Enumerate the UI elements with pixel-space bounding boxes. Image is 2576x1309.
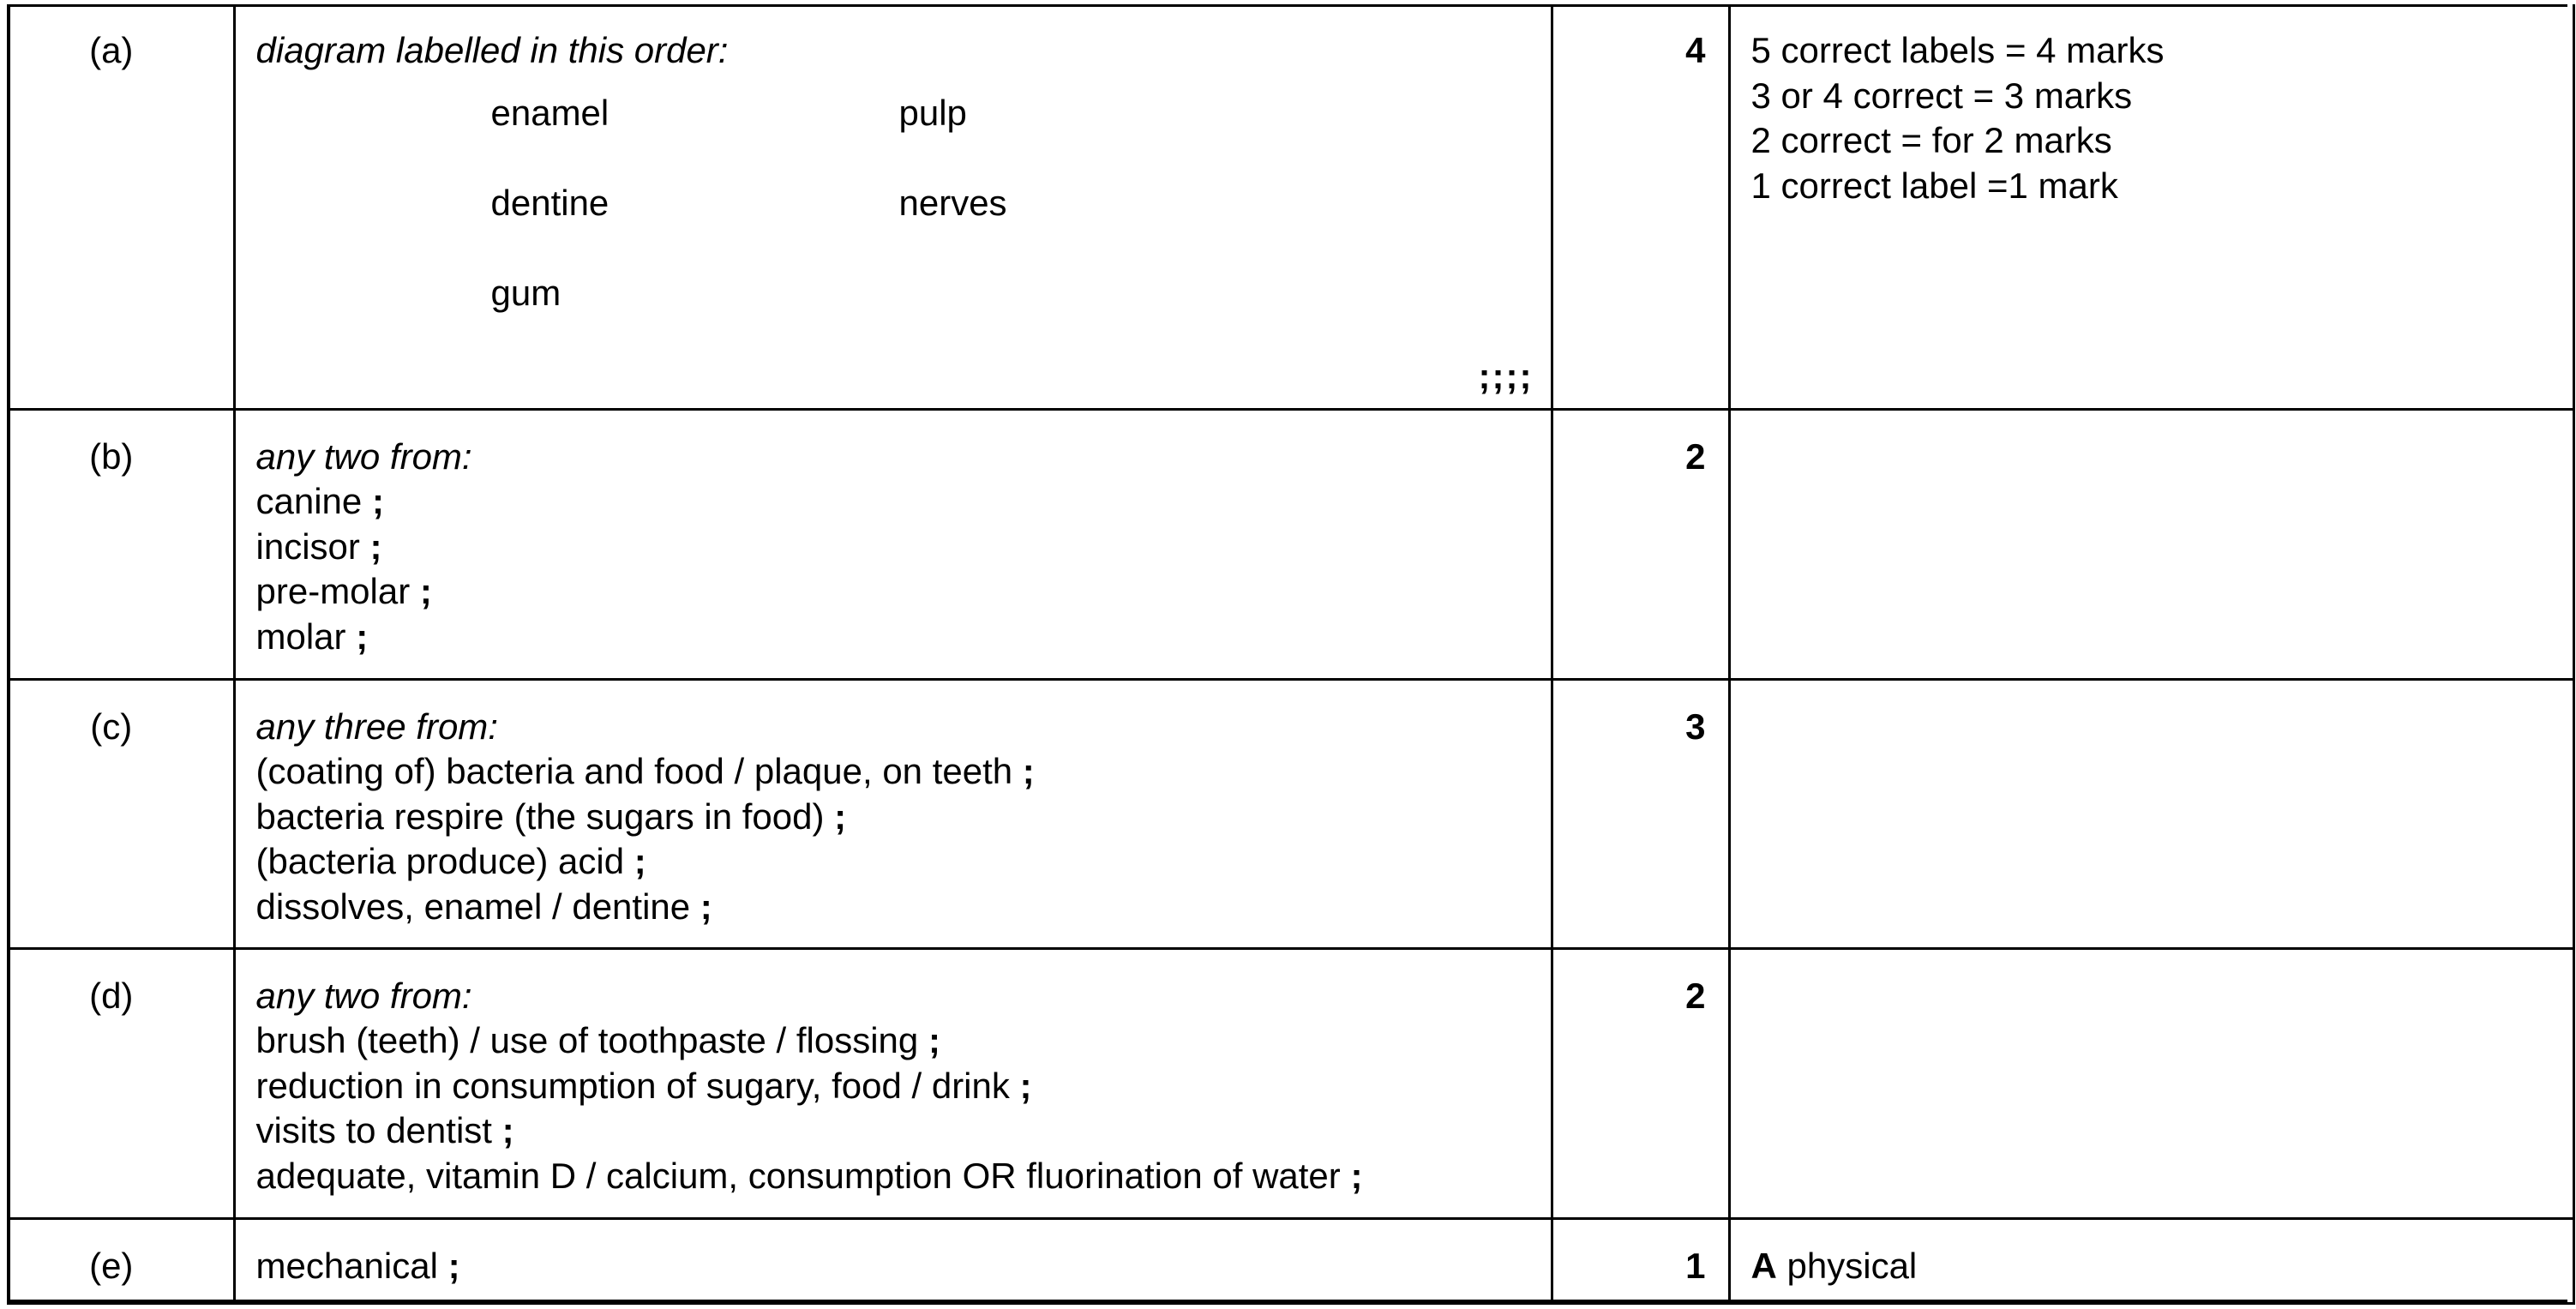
answer-line xyxy=(256,1018,1534,1064)
tick-mark: ; xyxy=(928,1020,940,1060)
guidance-text: physical xyxy=(1786,1245,1918,1286)
answer-text: molar xyxy=(255,615,346,657)
answer-cell xyxy=(234,1218,1552,1303)
answer-text: visits to dentist xyxy=(255,1110,492,1150)
answer-cell xyxy=(234,4,1552,409)
answer-line xyxy=(256,839,1534,885)
answer-text: bacteria respire (the sugars in food) xyxy=(255,796,825,837)
answer-text: incisor xyxy=(255,525,360,567)
tick-mark: ; xyxy=(501,1110,514,1150)
answer-line xyxy=(256,569,1534,615)
part-label: (b) xyxy=(7,409,234,679)
answer-line xyxy=(256,615,1534,660)
tick-mark: ; xyxy=(700,886,712,927)
answer-text: brush (teeth) / use of toothpaste / flossing xyxy=(255,1020,919,1060)
label-dentine: dentine xyxy=(490,182,609,223)
guidance-cell xyxy=(1729,1218,2573,1303)
answer-intro: diagram labelled in this order: xyxy=(255,30,729,70)
tick-mark: ; xyxy=(356,615,369,657)
answer-line xyxy=(256,795,1534,840)
answer-text: adequate, vitamin D / calcium, consumption OR fluorination of water xyxy=(255,1155,1341,1196)
tick-mark: ; xyxy=(633,841,646,881)
marks-value: 3 xyxy=(1552,679,1729,948)
table-row xyxy=(7,679,2573,948)
answer-intro: any two from: xyxy=(255,975,472,1016)
answer-line xyxy=(256,749,1534,795)
answer-line xyxy=(256,1244,1534,1289)
answer-cell xyxy=(234,679,1552,948)
answer-line xyxy=(256,525,1534,570)
answer-text: (coating of) bacteria and food / plaque, on teeth xyxy=(255,751,1013,791)
accept-prefix: A xyxy=(1750,1245,1777,1286)
table-row xyxy=(7,4,2573,409)
tick-marks: ;;;; xyxy=(1478,356,1534,396)
guidance-line: 5 correct labels = 4 marks xyxy=(1750,30,2165,70)
mark-scheme-table xyxy=(7,4,2575,1305)
guidance-cell xyxy=(1729,948,2573,1218)
marks-value: 1 xyxy=(1552,1218,1729,1303)
guidance-line xyxy=(1751,1244,2555,1289)
diagram-labels xyxy=(256,74,1534,357)
answer-text: canine xyxy=(255,481,363,521)
table-row xyxy=(7,1218,2573,1303)
guidance-cell xyxy=(1729,679,2573,948)
answer-text: (bacteria produce) acid xyxy=(255,841,625,881)
tick-mark: ; xyxy=(371,481,384,521)
label-gum: gum xyxy=(490,272,561,313)
part-label: (a) xyxy=(7,4,234,409)
tick-mark: ; xyxy=(1350,1155,1363,1196)
table-row xyxy=(7,409,2573,679)
answer-text: reduction in consumption of sugary, food / drink xyxy=(255,1065,1010,1106)
marks-value: 4 xyxy=(1552,4,1729,409)
marks-value: 2 xyxy=(1552,409,1729,679)
answer-intro: any three from: xyxy=(255,706,498,747)
guidance-line: 3 or 4 correct = 3 marks xyxy=(1750,75,2133,116)
tick-mark: ; xyxy=(419,571,432,611)
answer-text: pre-molar xyxy=(255,571,411,611)
tick-mark: ; xyxy=(1022,751,1035,791)
part-label: (e) xyxy=(7,1218,234,1303)
tick-mark: ; xyxy=(834,796,847,837)
answer-line xyxy=(256,1154,1534,1199)
guidance-cell xyxy=(1729,409,2573,679)
label-pulp: pulp xyxy=(898,92,967,133)
answer-intro: any two from: xyxy=(255,435,472,477)
answer-cell xyxy=(234,948,1552,1218)
label-enamel: enamel xyxy=(490,92,609,133)
table-row xyxy=(7,948,2573,1218)
tick-mark: ; xyxy=(369,525,382,567)
guidance-cell xyxy=(1729,4,2573,409)
tick-mark: ; xyxy=(1019,1065,1032,1106)
answer-line xyxy=(256,1064,1534,1109)
marks-value: 2 xyxy=(1552,948,1729,1218)
answer-line xyxy=(256,885,1534,930)
guidance-line: 1 correct label =1 mark xyxy=(1750,165,2118,206)
answer-cell xyxy=(234,409,1552,679)
answer-text: dissolves, enamel / dentine xyxy=(255,886,691,927)
answer-line xyxy=(256,479,1534,525)
answer-line xyxy=(256,1108,1534,1154)
part-label: (c) xyxy=(7,679,234,948)
guidance-line: 2 correct = for 2 marks xyxy=(1750,120,2112,160)
answer-text: mechanical xyxy=(255,1245,438,1286)
label-nerves: nerves xyxy=(898,182,1007,223)
tick-mark: ; xyxy=(447,1245,460,1286)
part-label: (d) xyxy=(7,948,234,1218)
